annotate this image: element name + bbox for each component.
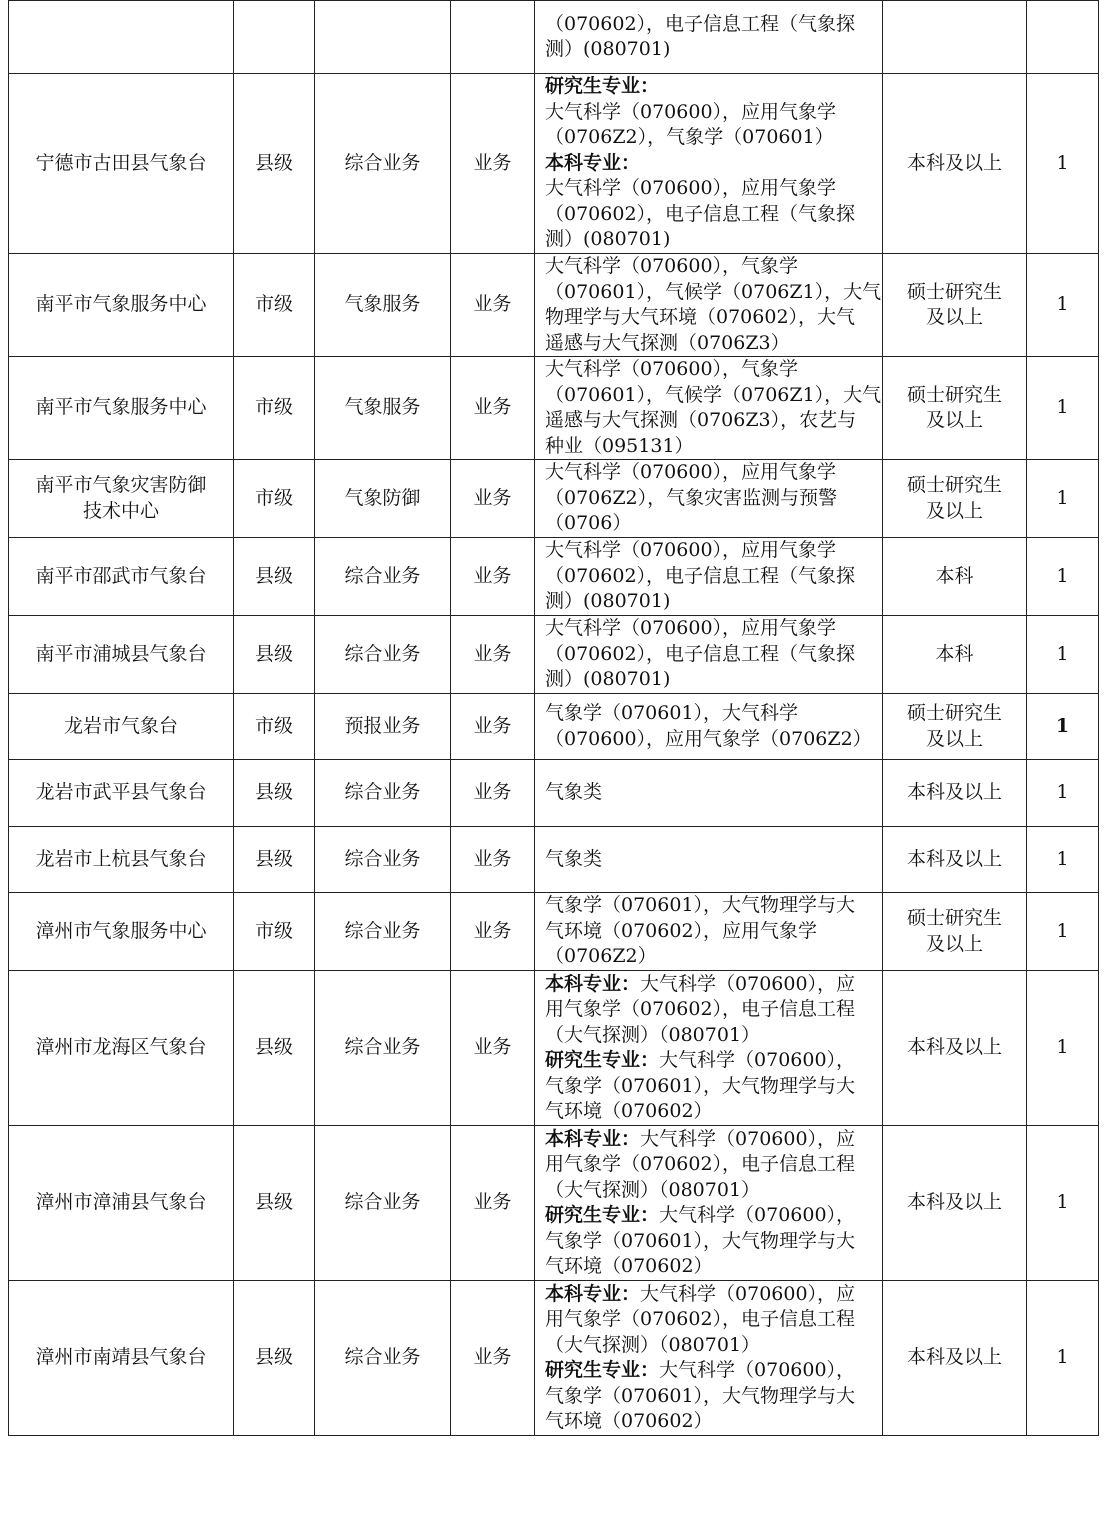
post-cell-text: 综合业务 bbox=[344, 564, 421, 587]
type-cell-text: 业务 bbox=[473, 919, 512, 942]
post-cell bbox=[315, 1, 451, 74]
major-line: （070602），电子信息工程（气象探 bbox=[545, 564, 856, 587]
count-cell bbox=[1027, 827, 1099, 893]
post-cell-text: 综合业务 bbox=[344, 919, 421, 942]
post-cell bbox=[315, 694, 451, 760]
major-line: 气环境（070602） bbox=[545, 1410, 713, 1432]
major-line: 大气科学（070600），应用气象学 bbox=[545, 177, 837, 200]
level-cell bbox=[234, 827, 315, 893]
count-cell-text: 1 bbox=[1056, 486, 1069, 509]
major-line: 大气科学（070600），气象学 bbox=[545, 358, 799, 380]
post-cell-text: 综合业务 bbox=[344, 151, 421, 174]
post-cell bbox=[315, 74, 451, 254]
post-cell bbox=[315, 538, 451, 616]
major-line: （大气探测）（080701） bbox=[545, 1178, 761, 1201]
count-cell bbox=[1027, 1281, 1099, 1436]
count-cell-text: 1 bbox=[1056, 1036, 1069, 1059]
major-line: 大气科学（070600），应用气象学 bbox=[545, 539, 837, 562]
level-cell-text: 县级 bbox=[254, 564, 293, 587]
major-line: 气环境（070602），应用气象学 bbox=[545, 919, 818, 942]
major-line bbox=[545, 1127, 876, 1153]
major-line: 气象学（070601），大气物理学与大 bbox=[545, 894, 856, 917]
type-cell bbox=[451, 827, 535, 893]
major-line: 气象类 bbox=[545, 847, 603, 870]
major-line: 遥感与大气探测（0706Z3） bbox=[545, 331, 790, 354]
education-cell-text: 及以上 bbox=[925, 409, 983, 431]
table-row bbox=[9, 616, 1099, 694]
type-cell-text: 业务 bbox=[473, 781, 512, 804]
unit-cell-text: 南平市气象灾害防御 bbox=[35, 474, 207, 496]
education-cell bbox=[883, 538, 1027, 616]
type-cell-text: 业务 bbox=[473, 564, 512, 587]
level-cell-text: 县级 bbox=[254, 781, 293, 804]
unit-cell-text: 技术中心 bbox=[82, 499, 159, 522]
type-cell bbox=[451, 1, 535, 74]
level-cell bbox=[234, 760, 315, 827]
unit-cell-text: 宁德市古田县气象台 bbox=[35, 151, 207, 174]
major-heading: 研究生专业： bbox=[545, 1204, 660, 1226]
level-cell-text: 市级 bbox=[254, 919, 293, 942]
major-line: 气象学（070601），大气物理学与大 bbox=[545, 1384, 856, 1407]
post-cell bbox=[315, 460, 451, 538]
table-row bbox=[9, 1281, 1099, 1436]
post-cell bbox=[315, 760, 451, 827]
major-text: 大气科学（070600），应 bbox=[640, 1127, 856, 1150]
education-cell bbox=[883, 1, 1027, 74]
type-cell bbox=[451, 760, 535, 827]
education-cell-text: 本科及以上 bbox=[906, 151, 1002, 174]
unit-cell-text: 龙岩市武平县气象台 bbox=[35, 781, 207, 804]
education-cell bbox=[883, 74, 1027, 254]
post-cell bbox=[315, 1281, 451, 1436]
count-cell bbox=[1027, 1126, 1099, 1281]
major-line: （0706Z2），气象灾害监测与预警 bbox=[545, 486, 838, 509]
major-line: 大气科学（070600），气象学 bbox=[545, 255, 799, 277]
post-cell bbox=[315, 971, 451, 1126]
unit-cell bbox=[9, 1281, 234, 1436]
major-cell bbox=[535, 827, 883, 893]
count-cell-text: 1 bbox=[1055, 714, 1070, 737]
recruitment-table bbox=[8, 0, 1099, 1436]
education-cell-text: 及以上 bbox=[925, 306, 983, 328]
level-cell bbox=[234, 1281, 315, 1436]
level-cell-text: 县级 bbox=[254, 847, 293, 870]
major-cell bbox=[535, 893, 883, 971]
major-cell bbox=[535, 616, 883, 694]
unit-cell-text: 龙岩市气象台 bbox=[63, 714, 178, 737]
post-cell-text: 预报业务 bbox=[344, 714, 421, 737]
post-cell-text: 综合业务 bbox=[344, 1346, 421, 1369]
level-cell bbox=[234, 616, 315, 694]
count-cell bbox=[1027, 254, 1099, 357]
type-cell-text: 业务 bbox=[473, 847, 512, 870]
count-cell bbox=[1027, 538, 1099, 616]
count-cell bbox=[1027, 893, 1099, 971]
level-cell bbox=[234, 538, 315, 616]
education-cell-text: 硕士研究生 bbox=[906, 383, 1002, 406]
level-cell-text: 县级 bbox=[254, 1346, 293, 1369]
unit-cell-text: 漳州市漳浦县气象台 bbox=[35, 1191, 207, 1214]
level-cell bbox=[234, 460, 315, 538]
type-cell bbox=[451, 694, 535, 760]
unit-cell-text: 龙岩市上杭县气象台 bbox=[35, 847, 207, 870]
count-cell-text: 1 bbox=[1056, 293, 1069, 316]
unit-cell bbox=[9, 1126, 234, 1281]
type-cell-text: 业务 bbox=[473, 1191, 512, 1214]
count-cell-text: 1 bbox=[1056, 1191, 1069, 1214]
count-cell-text: 1 bbox=[1056, 151, 1069, 174]
type-cell bbox=[451, 460, 535, 538]
major-line: （070601），气候学（0706Z1），大气 bbox=[545, 280, 882, 303]
major-line: （0706Z2），气象学（070601） bbox=[545, 126, 834, 149]
major-cell bbox=[535, 1, 883, 74]
unit-cell bbox=[9, 254, 234, 357]
level-cell bbox=[234, 694, 315, 760]
major-text: 大气科学（070600）， bbox=[659, 1204, 856, 1226]
post-cell-text: 气象服务 bbox=[344, 293, 421, 316]
count-cell-text: 1 bbox=[1056, 564, 1069, 587]
unit-cell bbox=[9, 760, 234, 827]
major-line: （070601），气候学（0706Z1），大气 bbox=[545, 383, 882, 406]
type-cell-text: 业务 bbox=[473, 1346, 512, 1369]
major-line: 气环境（070602） bbox=[545, 1100, 713, 1122]
count-cell-text: 1 bbox=[1056, 781, 1069, 804]
major-cell bbox=[535, 538, 883, 616]
major-cell bbox=[535, 254, 883, 357]
major-cell bbox=[535, 460, 883, 538]
education-cell-text: 本科及以上 bbox=[906, 1191, 1002, 1214]
education-cell bbox=[883, 760, 1027, 827]
table-row bbox=[9, 1, 1099, 74]
major-cell bbox=[535, 694, 883, 760]
level-cell-text: 市级 bbox=[254, 714, 293, 737]
level-cell-text: 县级 bbox=[254, 151, 293, 174]
level-cell bbox=[234, 893, 315, 971]
post-cell-text: 气象防御 bbox=[344, 486, 421, 509]
unit-cell bbox=[9, 538, 234, 616]
major-line: 大气科学（070600），应用气象学 bbox=[545, 100, 837, 123]
major-line bbox=[545, 1282, 876, 1308]
major-line: 用气象学（070602），电子信息工程 bbox=[545, 1308, 856, 1330]
major-line: 用气象学（070602），电子信息工程 bbox=[545, 998, 856, 1020]
table-row bbox=[9, 893, 1099, 971]
type-cell-text: 业务 bbox=[473, 714, 512, 737]
count-cell-text: 1 bbox=[1056, 847, 1069, 870]
major-heading: 研究生专业： bbox=[545, 1359, 660, 1381]
major-line bbox=[545, 74, 876, 100]
education-cell bbox=[883, 357, 1027, 460]
unit-cell-text: 漳州市气象服务中心 bbox=[35, 919, 207, 942]
type-cell-text: 业务 bbox=[473, 396, 512, 419]
unit-cell-text: 南平市邵武市气象台 bbox=[35, 564, 207, 587]
level-cell bbox=[234, 971, 315, 1126]
count-cell bbox=[1027, 760, 1099, 827]
unit-cell-text: 漳州市南靖县气象台 bbox=[35, 1346, 207, 1369]
education-cell bbox=[883, 1281, 1027, 1436]
table-row bbox=[9, 827, 1099, 893]
education-cell-text: 硕士研究生 bbox=[906, 907, 1002, 929]
count-cell bbox=[1027, 74, 1099, 254]
major-line: 大气科学（070600），应用气象学 bbox=[545, 461, 837, 484]
table-row bbox=[9, 694, 1099, 760]
major-cell bbox=[535, 1126, 883, 1281]
level-cell-text: 市级 bbox=[254, 293, 293, 316]
unit-cell-text: 漳州市龙海区气象台 bbox=[35, 1036, 207, 1059]
table-row bbox=[9, 460, 1099, 538]
major-heading: 本科专业： bbox=[545, 1127, 641, 1150]
major-cell bbox=[535, 74, 883, 254]
major-cell bbox=[535, 971, 883, 1126]
table-row bbox=[9, 971, 1099, 1126]
post-cell-text: 综合业务 bbox=[344, 847, 421, 870]
level-cell bbox=[234, 1, 315, 74]
count-cell bbox=[1027, 694, 1099, 760]
major-line: 种业（095131） bbox=[545, 434, 694, 457]
education-cell-text: 硕士研究生 bbox=[906, 702, 1002, 724]
post-cell bbox=[315, 1126, 451, 1281]
count-cell-text: 1 bbox=[1056, 642, 1069, 665]
major-cell bbox=[535, 1281, 883, 1436]
major-line: （0706） bbox=[545, 512, 632, 535]
table-row bbox=[9, 357, 1099, 460]
major-line: （070600），应用气象学（0706Z2） bbox=[545, 727, 872, 750]
education-cell-text: 及以上 bbox=[925, 932, 983, 955]
level-cell-text: 市级 bbox=[254, 396, 293, 419]
major-line: 遥感与大气探测（0706Z3），农艺与 bbox=[545, 409, 857, 431]
level-cell-text: 县级 bbox=[254, 1191, 293, 1214]
major-heading: 研究生专业： bbox=[545, 1049, 660, 1071]
major-heading: 研究生专业： bbox=[545, 75, 660, 98]
unit-cell bbox=[9, 616, 234, 694]
major-line: （070602），电子信息工程（气象探 bbox=[545, 642, 856, 665]
post-cell-text: 综合业务 bbox=[344, 1191, 421, 1214]
type-cell bbox=[451, 254, 535, 357]
count-cell-text: 1 bbox=[1056, 1346, 1069, 1369]
post-cell bbox=[315, 357, 451, 460]
major-line bbox=[545, 1048, 876, 1074]
table-body bbox=[9, 1, 1099, 1436]
education-cell bbox=[883, 694, 1027, 760]
post-cell bbox=[315, 254, 451, 357]
table-row bbox=[9, 538, 1099, 616]
post-cell bbox=[315, 616, 451, 694]
education-cell bbox=[883, 893, 1027, 971]
education-cell-text: 及以上 bbox=[925, 499, 983, 522]
unit-cell bbox=[9, 893, 234, 971]
type-cell bbox=[451, 893, 535, 971]
major-cell bbox=[535, 357, 883, 460]
unit-cell bbox=[9, 694, 234, 760]
major-line: 气象学（070601），大气科学 bbox=[545, 702, 799, 724]
major-text: 大气科学（070600），应 bbox=[640, 1282, 856, 1305]
education-cell bbox=[883, 1126, 1027, 1281]
education-cell-text: 本科 bbox=[935, 564, 974, 587]
major-heading: 本科专业： bbox=[545, 1282, 641, 1305]
table-row bbox=[9, 254, 1099, 357]
education-cell-text: 本科及以上 bbox=[906, 847, 1002, 870]
major-line: 测）(080701) bbox=[545, 228, 671, 251]
education-cell-text: 本科 bbox=[935, 642, 974, 665]
post-cell bbox=[315, 893, 451, 971]
post-cell bbox=[315, 827, 451, 893]
major-text: 大气科学（070600）， bbox=[659, 1359, 856, 1381]
education-cell-text: 本科及以上 bbox=[906, 1346, 1002, 1369]
post-cell-text: 综合业务 bbox=[344, 642, 421, 665]
unit-cell-text: 南平市气象服务中心 bbox=[35, 293, 207, 316]
major-line: 测）(080701) bbox=[545, 38, 671, 60]
type-cell bbox=[451, 971, 535, 1126]
major-line: 物理学与大气环境（070602），大气 bbox=[545, 306, 856, 328]
count-cell-text: 1 bbox=[1056, 919, 1069, 942]
education-cell bbox=[883, 827, 1027, 893]
count-cell bbox=[1027, 971, 1099, 1126]
count-cell-text: 1 bbox=[1056, 396, 1069, 419]
major-line: 气环境（070602） bbox=[545, 1255, 713, 1277]
table-row bbox=[9, 760, 1099, 827]
education-cell-text: 本科及以上 bbox=[906, 1036, 1002, 1059]
level-cell-text: 县级 bbox=[254, 642, 293, 665]
level-cell bbox=[234, 74, 315, 254]
type-cell-text: 业务 bbox=[473, 151, 512, 174]
education-cell bbox=[883, 971, 1027, 1126]
major-heading: 本科专业： bbox=[545, 151, 641, 174]
major-line: （0706Z2） bbox=[545, 945, 657, 968]
unit-cell bbox=[9, 1, 234, 74]
type-cell-text: 业务 bbox=[473, 293, 512, 316]
major-cell bbox=[535, 760, 883, 827]
education-cell bbox=[883, 254, 1027, 357]
major-line: 测）(080701) bbox=[545, 590, 671, 613]
level-cell-text: 县级 bbox=[254, 1036, 293, 1059]
major-heading: 本科专业： bbox=[545, 972, 641, 995]
table-row bbox=[9, 74, 1099, 254]
major-line: 用气象学（070602），电子信息工程 bbox=[545, 1153, 856, 1175]
table-row bbox=[9, 1126, 1099, 1281]
type-cell bbox=[451, 74, 535, 254]
unit-cell bbox=[9, 971, 234, 1126]
count-cell bbox=[1027, 616, 1099, 694]
type-cell bbox=[451, 1281, 535, 1436]
level-cell bbox=[234, 254, 315, 357]
unit-cell-text: 南平市气象服务中心 bbox=[35, 396, 207, 419]
unit-cell bbox=[9, 357, 234, 460]
count-cell bbox=[1027, 1, 1099, 74]
type-cell-text: 业务 bbox=[473, 486, 512, 509]
post-cell-text: 综合业务 bbox=[344, 1036, 421, 1059]
major-line: （070602），电子信息工程（气象探 bbox=[545, 12, 856, 35]
unit-cell bbox=[9, 74, 234, 254]
level-cell-text: 市级 bbox=[254, 486, 293, 509]
education-cell-text: 硕士研究生 bbox=[906, 280, 1002, 303]
type-cell bbox=[451, 538, 535, 616]
unit-cell-text: 南平市浦城县气象台 bbox=[35, 642, 207, 665]
major-line bbox=[545, 1203, 876, 1229]
education-cell-text: 及以上 bbox=[925, 727, 983, 750]
type-cell bbox=[451, 357, 535, 460]
major-line: （070602），电子信息工程（气象探 bbox=[545, 202, 856, 225]
post-cell-text: 气象服务 bbox=[344, 396, 421, 419]
education-cell-text: 本科及以上 bbox=[906, 781, 1002, 804]
post-cell-text: 综合业务 bbox=[344, 781, 421, 804]
unit-cell bbox=[9, 827, 234, 893]
type-cell bbox=[451, 616, 535, 694]
type-cell-text: 业务 bbox=[473, 642, 512, 665]
level-cell bbox=[234, 357, 315, 460]
type-cell bbox=[451, 1126, 535, 1281]
count-cell bbox=[1027, 460, 1099, 538]
major-text: 大气科学（070600），应 bbox=[640, 972, 856, 995]
unit-cell bbox=[9, 460, 234, 538]
type-cell-text: 业务 bbox=[473, 1036, 512, 1059]
level-cell bbox=[234, 1126, 315, 1281]
major-line: （大气探测）（080701） bbox=[545, 1333, 761, 1356]
major-line: 气象学（070601），大气物理学与大 bbox=[545, 1229, 856, 1252]
major-line: 气象学（070601），大气物理学与大 bbox=[545, 1074, 856, 1097]
major-line bbox=[545, 1358, 876, 1384]
major-line bbox=[545, 972, 876, 998]
major-line: 气象类 bbox=[545, 781, 603, 804]
education-cell-text: 硕士研究生 bbox=[906, 474, 1002, 496]
count-cell bbox=[1027, 357, 1099, 460]
education-cell bbox=[883, 460, 1027, 538]
major-text: 大气科学（070600）， bbox=[659, 1049, 856, 1071]
major-line: 大气科学（070600），应用气象学 bbox=[545, 617, 837, 640]
major-line bbox=[545, 151, 876, 177]
education-cell bbox=[883, 616, 1027, 694]
major-line: （大气探测）（080701） bbox=[545, 1023, 761, 1046]
major-line: 测）(080701) bbox=[545, 668, 671, 691]
